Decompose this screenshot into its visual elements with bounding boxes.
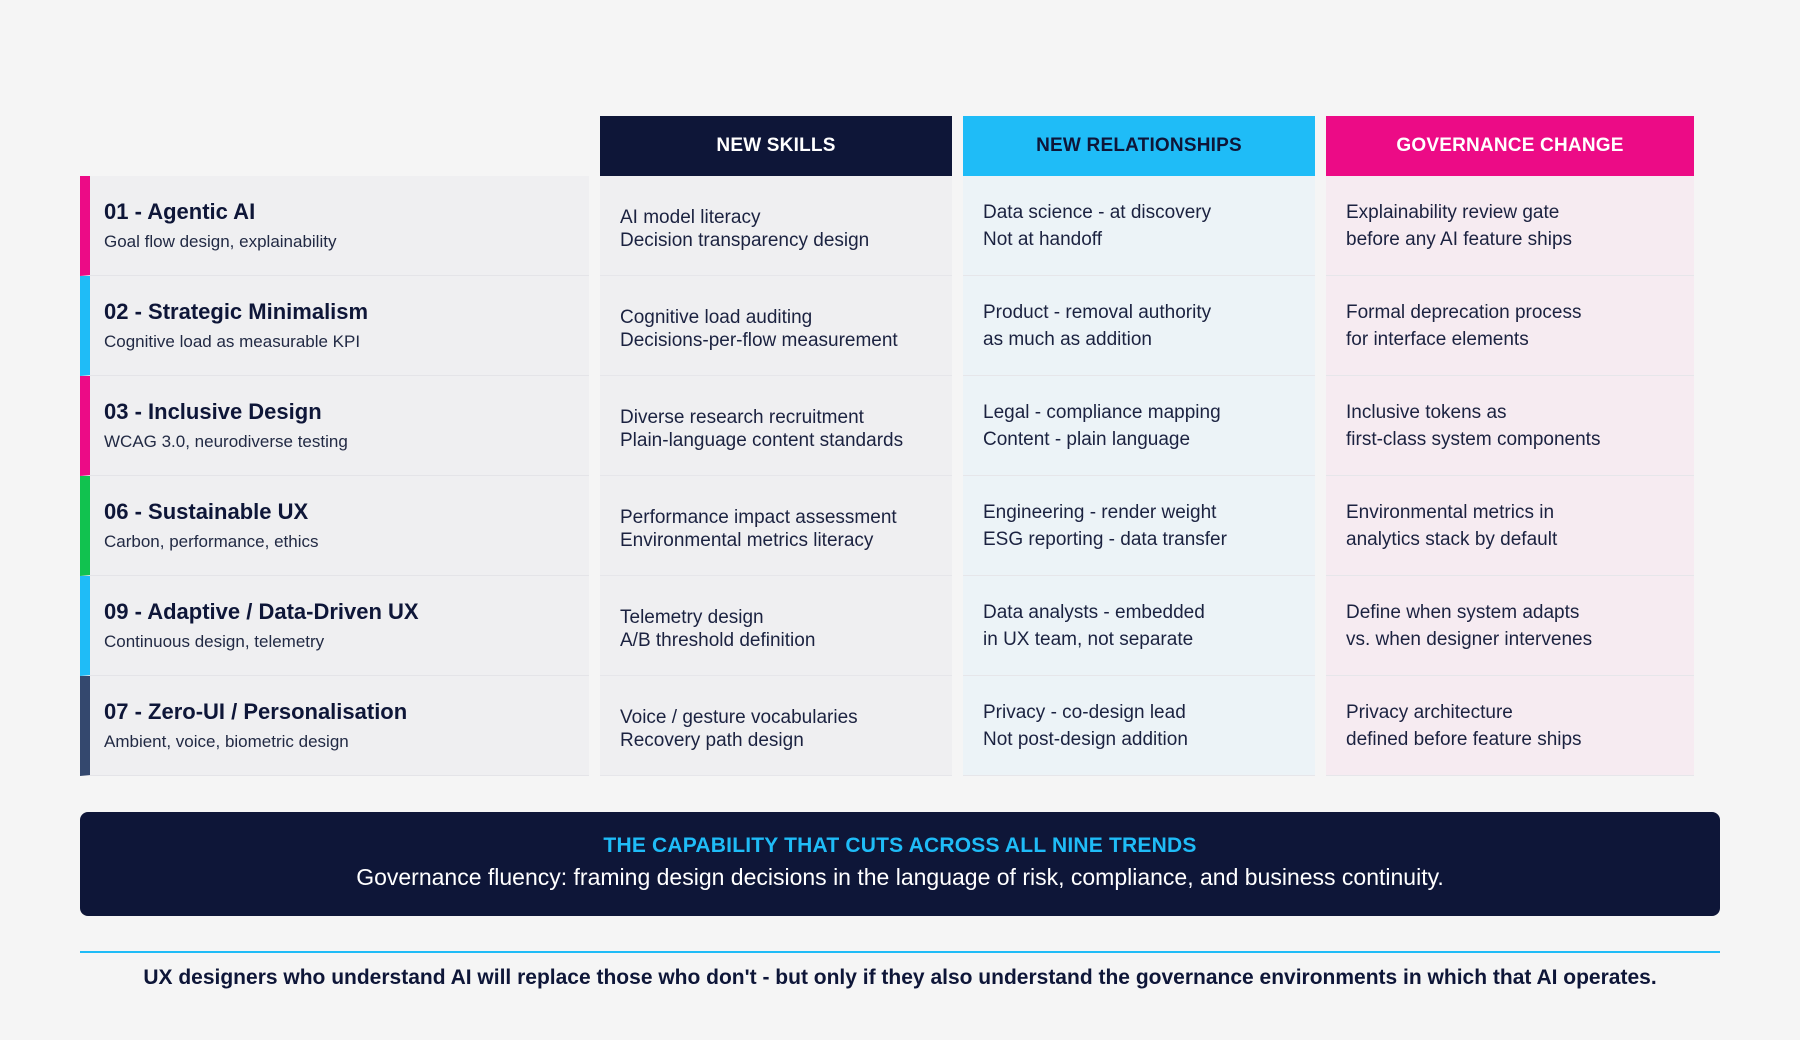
cell-line: vs. when designer intervenes [1346,628,1593,650]
cell-line: Privacy architecture [1346,701,1513,723]
header-new-relationships: NEW RELATIONSHIPS [963,116,1315,176]
governance-cell [1326,176,1694,276]
governance-cell [1326,576,1694,676]
cell-line: Performance impact assessment [620,506,897,528]
trend-cell [80,576,589,676]
trend-subtitle: Ambient, voice, biometric design [104,732,349,751]
relationships-cell [963,176,1315,276]
cell-line: defined before feature ships [1346,728,1582,750]
trend-title: 09 - Adaptive / Data-Driven UX [104,599,419,624]
trend-title: 01 - Agentic AI [104,199,256,224]
cell-line: Data analysts - embedded [983,601,1205,623]
cell-line: Define when system adapts [1346,601,1580,623]
cell-line: Privacy - co-design lead [983,701,1186,723]
cell-line: Voice / gesture vocabularies [620,706,858,728]
banner-title: THE CAPABILITY THAT CUTS ACROSS ALL NINE TRENDS [603,834,1197,857]
divider-line [80,951,1720,953]
trend-subtitle: Carbon, performance, ethics [104,532,319,551]
skills-cell [600,276,952,376]
governance-cell [1326,676,1694,776]
cell-line: Cognitive load auditing [620,306,813,328]
cell-line: Formal deprecation process [1346,301,1582,323]
relationships-cell [963,476,1315,576]
cell-line: Engineering - render weight [983,501,1217,523]
banner-text: Governance fluency: framing design decisions in the language of risk, compliance, and business continuity. [356,864,1444,890]
skills-cell [600,676,952,776]
skills-cell [600,476,952,576]
relationships-cell [963,276,1315,376]
skills-cell [600,576,952,676]
trend-cell [80,276,589,376]
cell-line: Plain-language content standards [620,429,904,451]
cell-line: Inclusive tokens as [1346,401,1507,423]
cell-line: Explainability review gate [1346,201,1560,223]
cell-line: Content - plain language [983,428,1191,450]
cell-line: A/B threshold definition [620,629,816,651]
cell-line: Environmental metrics literacy [620,529,874,551]
cell-line: Product - removal authority [983,301,1212,323]
trend-subtitle: Continuous design, telemetry [104,632,325,651]
skills-cell [600,176,952,276]
cell-line: as much as addition [983,328,1152,350]
capability-banner [80,812,1720,916]
header-governance-change: GOVERNANCE CHANGE [1326,116,1694,176]
governance-cell [1326,376,1694,476]
cell-line: Decision transparency design [620,229,870,251]
trend-matrix [80,116,1694,776]
header-spacer [80,116,589,176]
footnote: UX designers who understand AI will replace those who don't - but only if they also understand the governance environments in which that AI operates. [143,966,1657,989]
cell-line: for interface elements [1346,328,1529,350]
trend-cell [80,376,589,476]
relationships-cell [963,376,1315,476]
cell-line: Environmental metrics in [1346,501,1555,523]
cell-line: AI model literacy [620,206,761,228]
cell-line: before any AI feature ships [1346,228,1573,250]
cell-line: first-class system components [1346,428,1601,450]
trend-cell [80,476,589,576]
trend-title: 06 - Sustainable UX [104,499,309,524]
relationships-cell [963,676,1315,776]
cell-line: Recovery path design [620,729,804,751]
cell-line: Diverse research recruitment [620,406,864,428]
cell-line: analytics stack by default [1346,528,1558,550]
trend-title: 03 - Inclusive Design [104,399,322,424]
cell-line: Not post-design addition [983,728,1188,750]
trend-title: 02 - Strategic Minimalism [104,299,369,324]
relationships-cell [963,576,1315,676]
trend-subtitle: WCAG 3.0, neurodiverse testing [104,432,348,451]
trend-cell [80,176,589,276]
cell-line: Not at handoff [983,228,1103,250]
header-new-skills: NEW SKILLS [600,116,952,176]
trend-subtitle: Goal flow design, explainability [104,232,337,251]
skills-cell [600,376,952,476]
cell-line: Legal - compliance mapping [983,401,1221,423]
cell-line: Data science - at discovery [983,201,1212,223]
cell-line: Decisions-per-flow measurement [620,329,898,351]
governance-cell [1326,276,1694,376]
governance-cell [1326,476,1694,576]
trend-cell [80,676,589,776]
cell-line: ESG reporting - data transfer [983,528,1227,550]
cell-line: in UX team, not separate [983,628,1194,650]
trend-title: 07 - Zero-UI / Personalisation [104,699,408,724]
trend-subtitle: Cognitive load as measurable KPI [104,332,361,351]
cell-line: Telemetry design [620,606,764,628]
